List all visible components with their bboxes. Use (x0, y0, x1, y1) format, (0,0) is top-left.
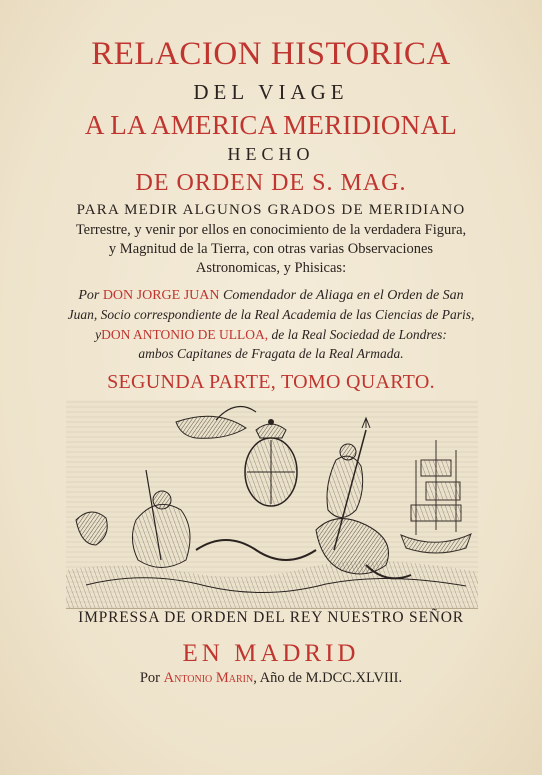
title-line-2: DEL VIAGE (193, 80, 349, 104)
subtitle-line-1: PARA MEDIR ALGUNOS GRADOS DE MERIDIANO (76, 202, 466, 218)
subtitle-line-3: y Magnitud de la Tierra, con otras varias Observaciones (108, 241, 434, 257)
title-line-3: A LA AMERICA MERIDIONAL (84, 110, 458, 140)
subtitle-line-2: Terrestre, y venir por ellos en conocimiento de la verdadera Figura, (75, 222, 467, 238)
por-label: Por (78, 288, 100, 303)
printer-por: Por (139, 670, 161, 686)
author-1-name: DON JORGE JUAN (102, 288, 220, 303)
authors-line-3 (0, 327, 542, 343)
engraving-illustration (66, 400, 478, 608)
allegorical-engraving (66, 400, 478, 609)
title-line-1: RELACION HISTORICA (91, 36, 451, 72)
author-2-name: DON ANTONIO DE ULLOA, (101, 327, 269, 342)
y-label: y (95, 327, 102, 342)
authors-line-4: ambos Capitanes de Fragata de la Real Armada. (138, 346, 404, 361)
printer-name: Antonio Marin (163, 670, 254, 686)
imprint-year: , Año de M.DCC.XLVIII. (253, 670, 403, 686)
imprint-line: IMPRESSA DE ORDEN DEL REY NUESTRO SEÑOR (78, 609, 464, 626)
volume-title: SEGUNDA PARTE, TOMO QUARTO. (107, 371, 435, 393)
imprint-city: EN MADRID (182, 640, 360, 667)
author-1-desc-1: Comendador de Aliaga en el Orden de San (222, 288, 464, 303)
imprint-printer-line (0, 670, 542, 687)
title-line-4: HECHO (227, 144, 315, 164)
author-2-desc: de la Real Sociedad de Londres: (271, 327, 447, 342)
subtitle-line-4: Astronomicas, y Phisicas: (195, 260, 347, 276)
authors-line-1 (0, 288, 542, 304)
authors-line-2: Juan, Socio correspondiente de la Real Academia de las Ciencias de Paris, (67, 307, 475, 322)
title-line-5: DE ORDEN DE S. MAG. (135, 170, 407, 196)
